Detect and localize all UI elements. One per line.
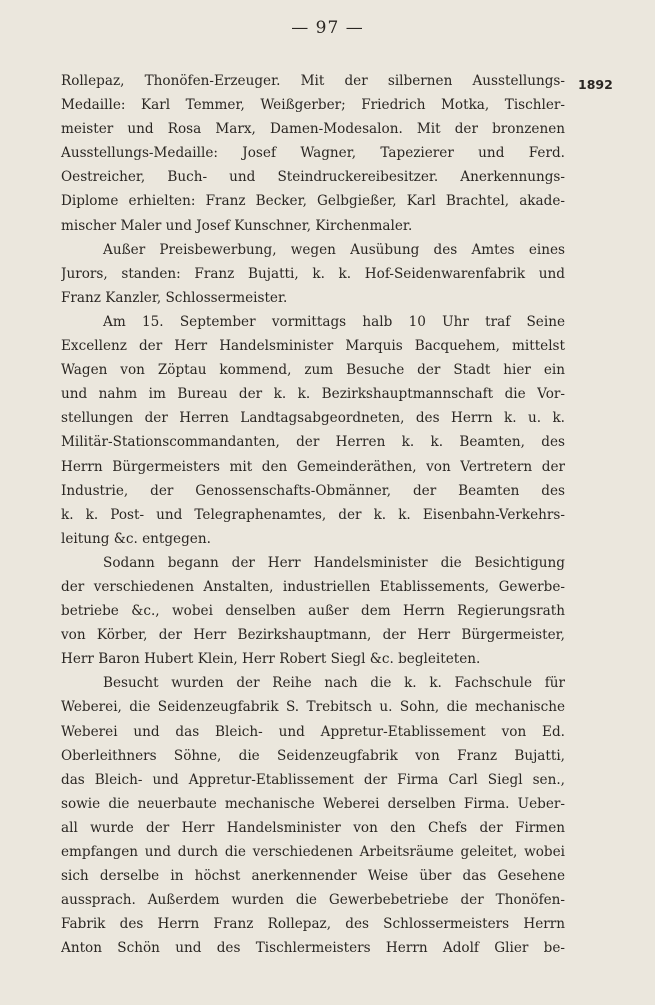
text-line: Weberei und das Bleich- und Appretur-Etablissement von Ed.	[61, 723, 565, 740]
text-line: Anton Schön und des Tischlermeisters Herrn Adolf Glier be-	[61, 940, 565, 957]
page-number: — 97 —	[291, 18, 364, 38]
text-line: mischer Maler und Josef Kunschner, Kirchenmaler.	[61, 217, 413, 234]
text-line: Herr Baron Hubert Klein, Herr Robert Siegl &c. begleiteten.	[61, 651, 481, 668]
text-line: Excellenz der Herr Handelsminister Marquis Bacquehem, mittelst	[61, 338, 565, 355]
text-line: aussprach. Außerdem wurden die Gewerbebetriebe der Thonöfen-	[61, 892, 565, 909]
text-line: Sodann begann der Herr Handelsminister die Besichtigung	[103, 554, 565, 571]
text-line: Militär-Stationscommandanten, der Herren k. k. Beamten, des	[61, 434, 565, 451]
text-line: von Körber, der Herr Bezirkshauptmann, der Herr Bürgermeister,	[61, 627, 565, 644]
body-text	[61, 69, 565, 960]
text-line: Oestreicher, Buch- und Steindruckereibesitzer. Anerkennungs-	[61, 169, 565, 186]
text-line: das Bleich- und Appretur-Etablissement der Firma Carl Siegl sen.,	[61, 771, 565, 788]
text-line: Jurors, standen: Franz Bujatti, k. k. Hof-Seidenwarenfabrik und	[61, 265, 565, 282]
text-line: k. k. Post- und Telegraphenamtes, der k. k. Eisenbahn-Verkehrs-	[61, 506, 565, 523]
margin-year: 1892	[578, 77, 613, 92]
text-line: Fabrik des Herrn Franz Rollepaz, des Schlossermeisters Herrn	[61, 916, 565, 933]
text-line: Herrn Bürgermeisters mit den Gemeinderäthen, von Vertretern der	[61, 458, 565, 475]
text-line: betriebe &c., wobei denselben außer dem Herrn Regierungsrath	[61, 603, 565, 620]
text-line: Wagen von Zöptau kommend, zum Besuche der Stadt hier ein	[61, 362, 565, 379]
text-line: sowie die neuerbaute mechanische Weberei derselben Firma. Ueber-	[61, 795, 565, 812]
text-line: Besucht wurden der Reihe nach die k. k. Fachschule für	[103, 675, 565, 692]
text-line: Am 15. September vormittags halb 10 Uhr traf Seine	[103, 313, 565, 330]
text-line: Weberei, die Seidenzeugfabrik S. Trebitsch u. Sohn, die mechanische	[61, 699, 565, 716]
text-line: Diplome erhielten: Franz Becker, Gelbgießer, Karl Brachtel, akade-	[61, 193, 565, 210]
text-line: und nahm im Bureau der k. k. Bezirkshauptmannschaft die Vor-	[61, 386, 565, 403]
text-line: meister und Rosa Marx, Damen-Modesalon. Mit der bronzenen	[61, 121, 565, 138]
text-line: stellungen der Herren Landtagsabgeordneten, des Herrn k. u. k.	[61, 410, 565, 427]
text-line: Medaille: Karl Temmer, Weißgerber; Friedrich Motka, Tischler-	[61, 97, 565, 114]
text-line: empfangen und durch die verschiedenen Arbeitsräume geleitet, wobei	[61, 844, 565, 860]
text-line: all wurde der Herr Handelsminister von den Chefs der Firmen	[61, 819, 565, 836]
text-line: Außer Preisbewerbung, wegen Ausübung des Amtes eines	[103, 241, 565, 258]
text-line: Franz Kanzler, Schlossermeister.	[61, 289, 288, 306]
text-line: Oberleithners Söhne, die Seidenzeugfabrik von Franz Bujatti,	[61, 747, 565, 764]
text-line: sich derselbe in höchst anerkennender Weise über das Gesehene	[61, 868, 565, 885]
text-line: Industrie, der Genossenschafts-Obmänner, der Beamten des	[61, 482, 565, 499]
text-line: leitung &c. entgegen.	[61, 530, 211, 547]
text-line: Rollepaz, Thonöfen-Erzeuger. Mit der silbernen Ausstellungs-	[61, 73, 565, 89]
text-line: der verschiedenen Anstalten, industriellen Etablissements, Gewerbe-	[61, 578, 565, 595]
text-line: Ausstellungs-Medaille: Josef Wagner, Tapezierer und Ferd.	[61, 145, 565, 162]
